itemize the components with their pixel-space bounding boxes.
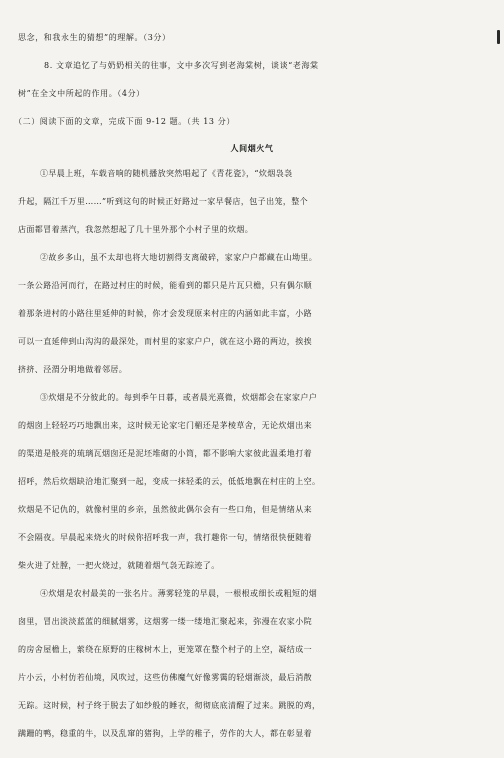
- question-8-cont: 树”在全文中所起的作用。（4分）: [18, 89, 145, 98]
- paragraph-2-line: 可以一直延伸到山沟沟的最深处，而村里的家家户户，就在这小路的两边，挨挨: [18, 337, 312, 346]
- paragraph-4-line: ④炊烟是农村最美的一张名片。薄雾轻笼的早晨，一根根或细长或粗短的烟: [40, 589, 318, 598]
- paragraph-1-line: 升起，隔江千万里……”听到这句的时候正好路过一家早餐店，包子出笼，整个: [18, 197, 309, 206]
- paragraph-3-line: ③炊烟是不分彼此的。每到季午日暮，或者晨光熹微，炊烟都会在家家户户: [40, 393, 318, 402]
- paragraph-3-line: 柴火进了灶膛，一把火烧过，就随着烟气袅无踪迹了。: [18, 561, 220, 570]
- paragraph-2-line: 着那条进村的小路往里延伸的时候，你才会发现原来村庄的内涵如此丰富，小路: [18, 309, 312, 318]
- answer-prompt-end: 思念，和我永生的猜想”的理解。（3分）: [18, 33, 171, 42]
- paragraph-4-line: 的房舍屋檐上，萦绕在原野的庄稼树木上，更笼罩在整个村子的上空，凝结成一: [18, 645, 312, 654]
- paragraph-3-line: 招呼，然后炊烟缺洽地汇聚到一起，变成一抹轻柔的云，低低地飘在村庄的上空。: [18, 477, 321, 486]
- section-heading: （二）阅读下面的文章，完成下面 9-12 题。（共 13 分）: [14, 117, 235, 126]
- paragraph-4-line: 片小云，小村仿若仙境，风吹过，这些仿佛魔气好像雾霭的轻烟渐淡，最后消散: [18, 673, 312, 682]
- paragraph-1-line: 店面都冒着蒸汽，我忽然想起了几十里外那个小村子里的炊烟。: [18, 225, 254, 234]
- paragraph-3-line: 的渠道是般亮的琉璃瓦烟囱还是泥坯堆砌的小筒，都不影响大家彼此温柔地打着: [18, 449, 312, 458]
- paragraph-2-line: 挤挤、泾渭分明地做着邻居。: [18, 365, 128, 374]
- question-8: 8. 文章追忆了与奶奶相关的往事，文中多次写到老海棠树，谈谈“老海棠: [44, 61, 319, 70]
- paragraph-2-line: ②故乡多山，虽不太却也将大地切割得支离破碎，家家户户都藏在山坳里。: [40, 253, 318, 262]
- paragraph-3-line: 炊烟是不记仇的，就像村里的乡亲，虽然彼此偶尔会有一些口角，但是情绪从来: [18, 505, 312, 514]
- paragraph-3-line: 的烟囱上轻轻巧巧地飘出来，这时候无论家宅门楣还是茅棱草舍，无论炊烟出来: [18, 421, 312, 430]
- paragraph-4-line: 无踪。这时候，村子终于脱去了如纱般的睡衣，彻彻底底清醒了过来。跳脱的鸡，: [18, 701, 321, 710]
- paragraph-1-line: ①早晨上班，车载音响的随机播放突然唱起了《青花瓷》，“炊烟袅袅: [40, 169, 293, 178]
- paragraph-3-line: 不会隔夜。早晨起来烧火的时候你招呼我一声，我打趣你一句，情绪很快便随着: [18, 533, 312, 542]
- paragraph-4-line: 蹒跚的鸭，稳重的牛，以及乱窜的猪狗，上学的稚子，劳作的大人，都在彰显着: [18, 729, 312, 738]
- article-title: 人间烟火气: [230, 143, 274, 153]
- paragraph-2-line: 一条公路沿河而行，在路过村庄的时候，能看到的都只是片瓦只檐，只有偶尔顺: [18, 281, 312, 290]
- paragraph-4-line: 囱里，冒出淡淡蓝蓝的细腻烟雾，这烟雾一缕一缕地汇聚起来，弥漫在农家小院: [18, 617, 312, 626]
